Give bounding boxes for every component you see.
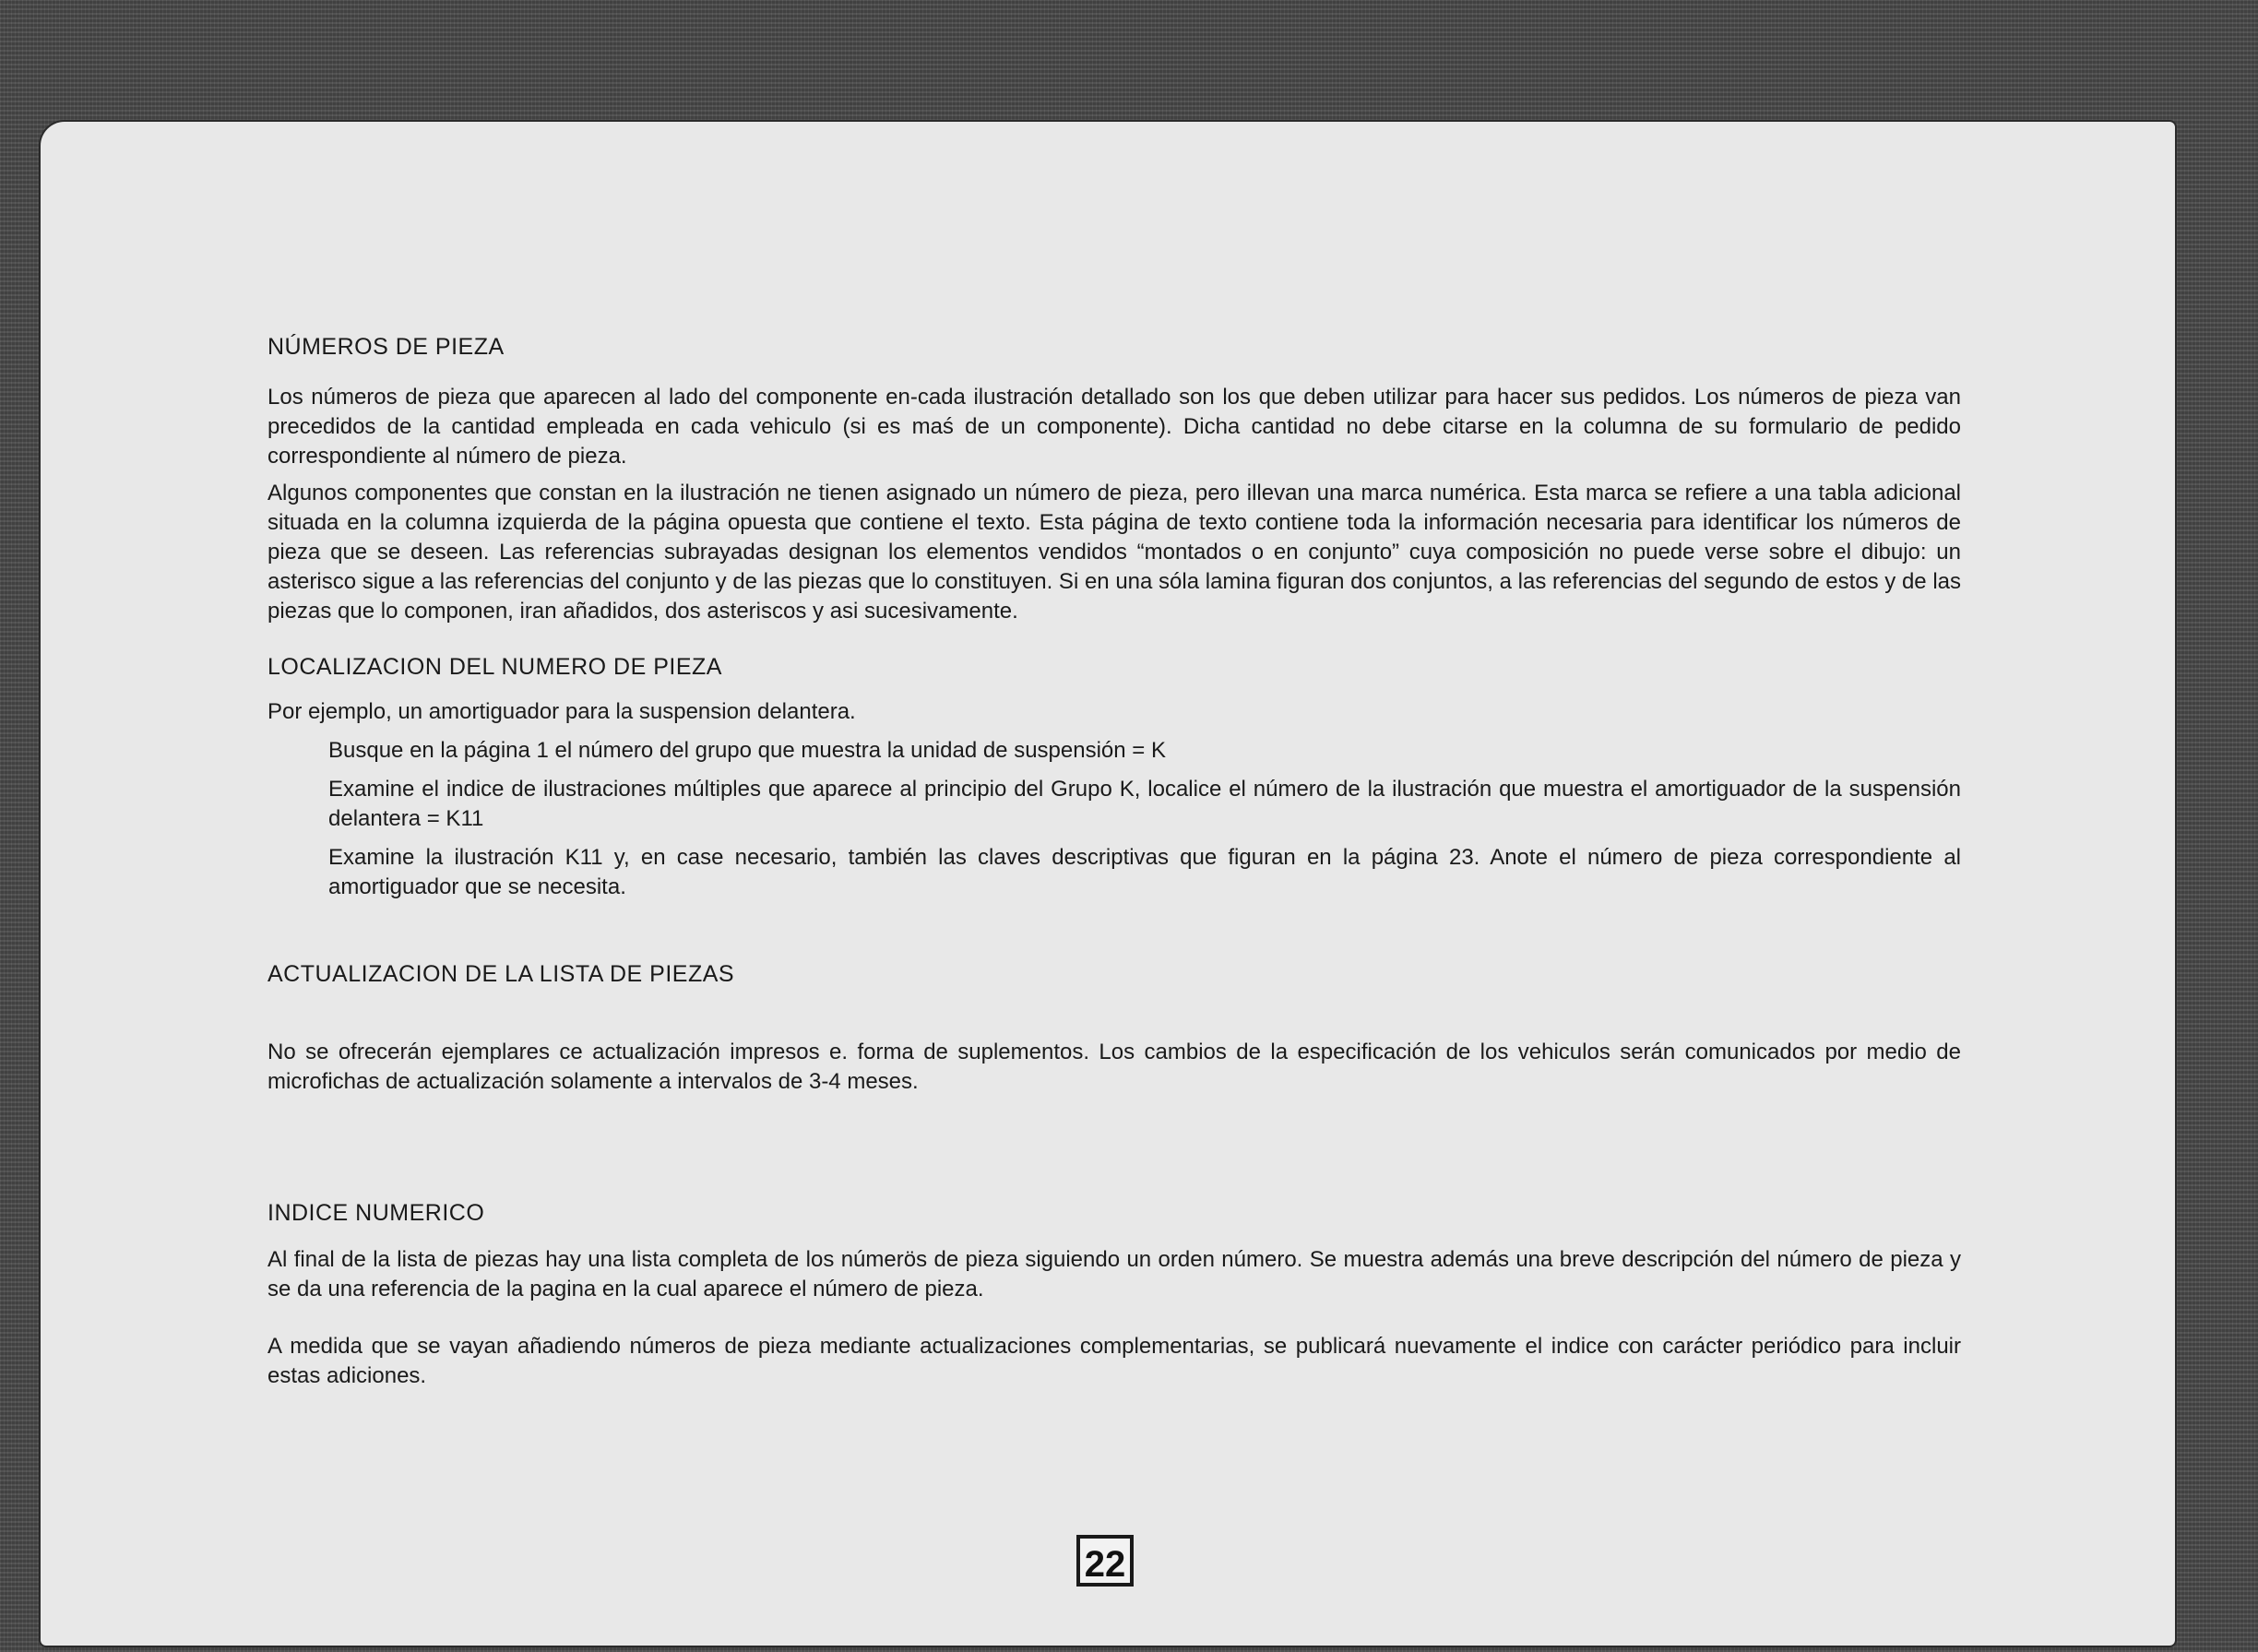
paragraph: A medida que se vayan añadiendo números de pieza mediante actualizaciones complementarias, se publicará nuevamente el indice con carácter periódico para incluir estas adiciones. [267,1334,1961,1388]
paragraph: Por ejemplo, un amortiguador para la suspension delantera. [267,699,856,724]
section-heading-numeros: NÚMEROS DE PIEZA [267,334,505,360]
document-page [41,122,2175,1646]
page-content [267,207,1961,1391]
step-item: Busque en la página 1 el número del grupo que muestra la unidad de suspensión = K [328,738,1166,763]
section-heading-localizacion: LOCALIZACION DEL NUMERO DE PIEZA [267,654,722,680]
section-heading-indice: INDICE NUMERICO [267,1200,485,1226]
section-heading-actualizacion: ACTUALIZACION DE LA LISTA DE PIEZAS [267,961,735,987]
page-number-box: 22 [1076,1535,1134,1587]
step-item: Examine la ilustración K11 y, en case necesario, también las claves descriptivas que figuran en la página 23. Anote el número de pieza correspondiente al amortiguador que se necesita. [328,845,1961,899]
paragraph: Algunos componentes que constan en la ilustración ne tienen asignado un número de pieza, pero illevan una marca numérica. Esta marca se refiere a una tabla adicional situada en la columna izquierda de la página opuesta que contiene el texto. Esta página de texto contiene toda la información necesaria para identificar los números de pieza que se deseen. Las referencias subrayadas designan los elementos vendidos “montados o en conjunto” cuya composición no puede verse sobre el dibujo: un asterisco sigue a las referencias del conjunto y de las piezas que lo constituyen. Si en una sóla lamina figuran dos conjuntos, a las referencias del segundo de estos y de las piezas que lo componen, iran añadidos, dos asteriscos y asi sucesivamente. [267,481,1961,624]
step-item: Examine el indice de ilustraciones múltiples que aparece al principio del Grupo K, localice el número de la ilustración que muestra el amortiguador de la suspensión delantera = K11 [328,777,1961,831]
paragraph: Al final de la lista de piezas hay una lista completa de los númerös de pieza siguiendo un orden número. Se muestra además una breve descripción del número de pieza y se da una referencia de la pagina en la cual aparece el número de pieza. [267,1247,1961,1301]
paragraph: Los números de pieza que aparecen al lado del componente en-cada ilustración detallado son los que deben utilizar para hacer sus pedidos. Los números de pieza van precedidos de la cantidad empleada en cada vehiculo (si es maś de un componente). Dicha cantidad no debe citarse en la columna de su formulario de pedido correspondiente al número de pieza. [267,385,1961,469]
paragraph: No se ofrecerán ejemplares ce actualización impresos e. forma de suplementos. Los cambios de la especificación de los vehiculos serán comunicados por medio de microfichas de actualización solamente a intervalos de 3-4 meses. [267,1040,1961,1094]
